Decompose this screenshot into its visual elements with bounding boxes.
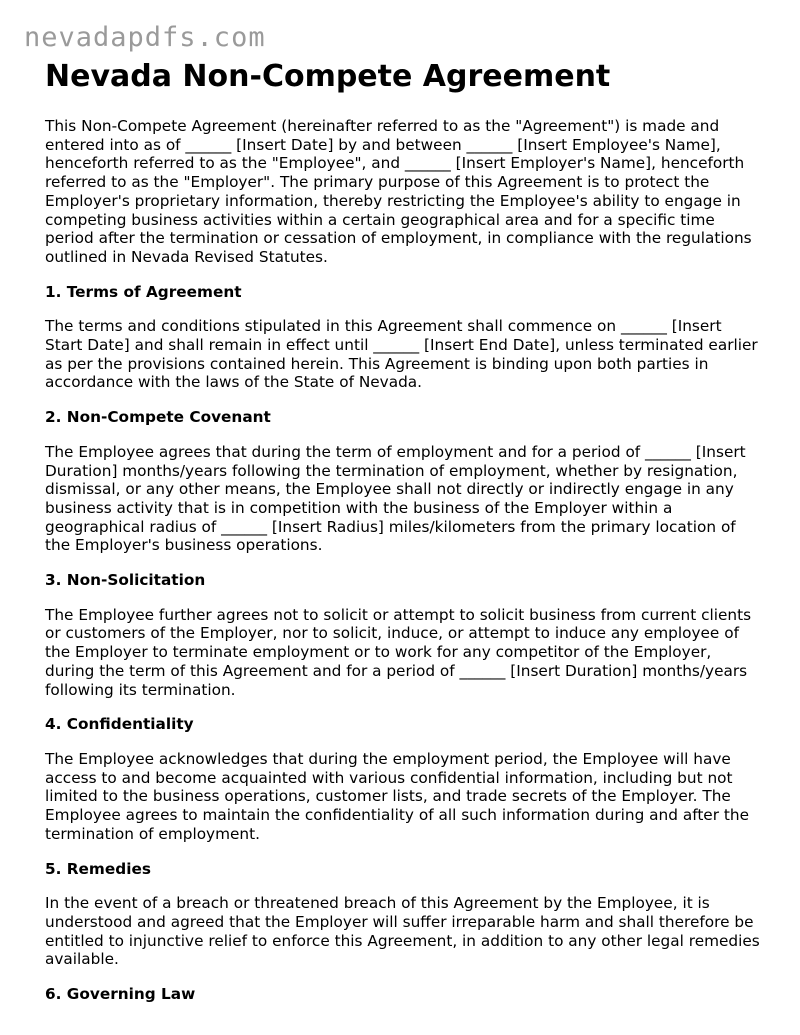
- section-body-non-solicitation: The Employee further agrees not to solicit or attempt to solicit business from current clients or customers of the Employer, nor to solicit, induce, or attempt to induce any employee of the Employer to terminate employment or to work for any competitor of the Employer, during the term of this Agreement and for a period of ______ [Insert Duration] months/years following its termination.: [45, 605, 752, 699]
- section-heading-governing-law: 6. Governing Law: [45, 985, 196, 1004]
- intro-paragraph: This Non-Compete Agreement (hereinafter referred to as the "Agreement") is made and entered into as of ______ [Insert Date] by and between ______ [Insert Employee's Name], henceforth referred to as the "Employee", and ______ [Insert Employer's Name], henceforth referred to as the "Employer". The primary purpose of this Agreement is to protect the Employer's proprietary information, thereby restricting the Employee's ability to engage in competing business activities within a certain geographical area and for a specific time period after the termination or cessation of employment, in compliance with the regulations outlined in Nevada Revised Statutes.: [45, 117, 752, 266]
- section-heading-remedies: 5. Remedies: [45, 859, 151, 878]
- section-heading-confidentiality: 4. Confidentiality: [45, 715, 194, 734]
- section-heading-non-compete: 2. Non-Compete Covenant: [45, 408, 271, 427]
- agreement-document: [45, 58, 761, 1020]
- site-watermark: nevadapdfs.com: [24, 22, 266, 53]
- section-body-terms: The terms and conditions stipulated in this Agreement shall commence on ______ [Insert Start Date] and shall remain in effect until ______ [Insert End Date], unless terminated earlier as per the provisions contained herein. This Agreement is binding upon both parties in accordance with the laws of the State of Nevada.: [45, 317, 758, 392]
- section-heading-non-solicitation: 3. Non-Solicitation: [45, 571, 206, 590]
- section-body-non-compete: The Employee agrees that during the term of employment and for a period of ______ [Insert Duration] months/years following the termination of employment, whether by resignation, dismissal, or any other means, the Employee shall not directly or indirectly engage in any business activity that is in competition with the business of the Employer within a geographical radius of ______ [Insert Radius] miles/kilometers from the primary location of the Employer's business operations.: [45, 442, 746, 555]
- section-body-remedies: In the event of a breach or threatened breach of this Agreement by the Employee, it is understood and agreed that the Employer will suffer irreparable harm and shall therefore be entitled to injunctive relief to enforce this Agreement, in addition to any other legal remedies available.: [45, 894, 760, 969]
- document-title: Nevada Non-Compete Agreement: [45, 59, 611, 94]
- section-heading-terms: 1. Terms of Agreement: [45, 282, 242, 301]
- section-body-confidentiality: The Employee acknowledges that during the employment period, the Employee will have access to and become acquainted with various confidential information, including but not limited to the business operations, customer lists, and trade secrets of the Employer. The Employee agrees to maintain the confidentiality of all such information during and after the termination of employment.: [45, 749, 749, 843]
